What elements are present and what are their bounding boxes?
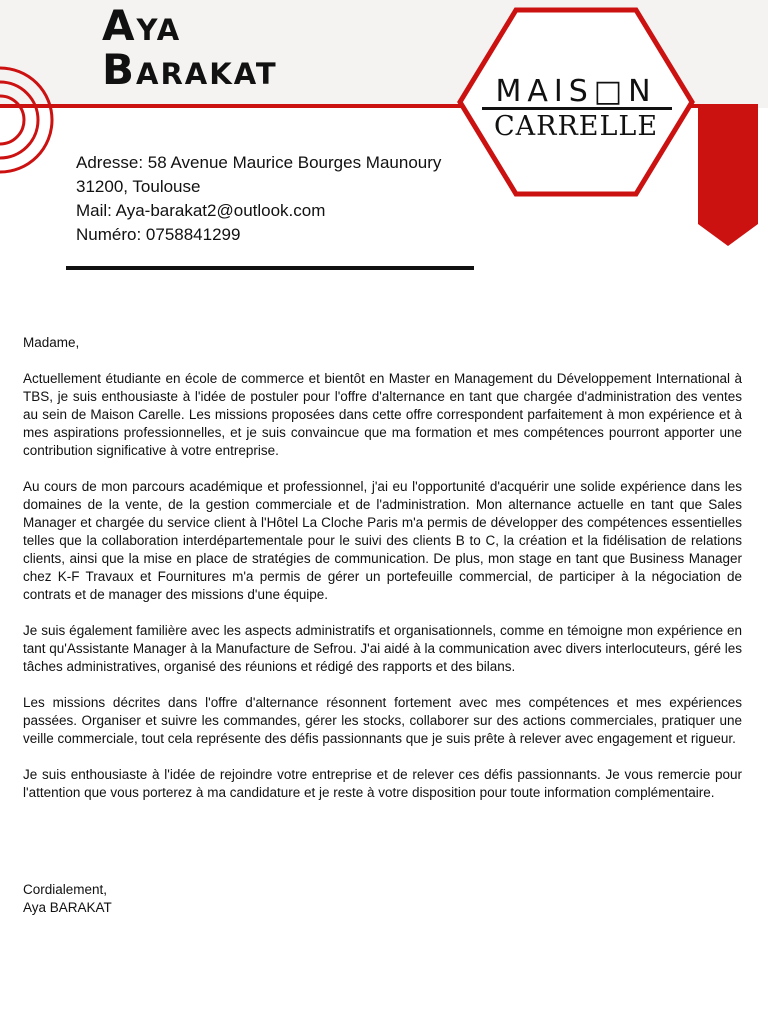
letter-paragraph: Les missions décrites dans l'offre d'alternance résonnent fortement avec mes compétences et mes expériences passées. Organiser et suivre les commandes, gérer les stocks, collaborer sur des actions commerciales, pratiquer une veille commerciale, tout cela représente des défis passionnants que je suis prête à relever avec engagement et rigueur.: [23, 695, 742, 746]
maison-carrelle-logo: [456, 4, 696, 200]
logo-line-1: MAIS□N: [495, 74, 657, 109]
letter-paragraph: Actuellement étudiante en école de commerce et bientôt en Master en Management du Développement International à TBS, je suis enthousiaste à l'idée de postuler pour l'offre d'alternance en tant que chargée d'administration des ventes au sein de Maison Carelle. Les missions proposées dans cette offre correspondent parfaitement à mon expérience et à mes aspirations professionnelles, et je suis convaincue que ma formation et mes compétences pourront apporter une contribution significative à votre entreprise.: [23, 371, 742, 458]
contact-block: [76, 151, 441, 247]
address-line-2: 31200, Toulouse: [76, 177, 201, 196]
logo-line-2: CARRELLE: [493, 111, 659, 142]
first-name: Aya: [102, 1, 182, 50]
last-name: Barakat: [102, 45, 278, 94]
letter-paragraph: Je suis également familière avec les aspects administratifs et organisationnels, comme en témoigne mon expérience en tant qu'Assistante Manager à la Manufacture de Sefrou. J'ai aidé à la communication avec divers interlocuteurs, géré les tâches administratives, organisé des réunions et rédigé des rapports et des bilans.: [23, 623, 742, 674]
closing-phrase: Cordialement,: [23, 882, 108, 897]
decorative-arcs-icon: [0, 60, 60, 180]
signature: Aya BARAKAT: [23, 900, 112, 915]
applicant-name: [102, 1, 278, 94]
letter-body: [23, 334, 742, 820]
address-line-1: Adresse: 58 Avenue Maurice Bourges Maunoury: [76, 153, 442, 172]
salutation: Madame,: [23, 335, 80, 350]
closing-block: [23, 881, 112, 917]
phone-line: Numéro: 0758841299: [76, 225, 241, 244]
red-ribbon-bookmark: [698, 104, 758, 246]
letter-paragraph: Je suis enthousiaste à l'idée de rejoindre votre entreprise et de relever ces défis passionnants. Je vous remercie pour l'attention que vous porterez à ma candidature et je reste à votre disposition pour toute information complémentaire.: [23, 767, 742, 800]
contact-divider: [66, 266, 474, 270]
mail-line: Mail: Aya-barakat2@outlook.com: [76, 201, 326, 220]
letter-paragraph: Au cours de mon parcours académique et professionnel, j'ai eu l'opportunité d'acquérir une solide expérience dans les domaines de la vente, de la gestion commerciale et de l'administration. Mon alternance actuelle en tant que Sales Manager et chargée du service client à l'Hôtel La Cloche Paris m'a permis de développer des compétences essentielles telles que la collaboration interdépartementale pour le suivi des clients B to C, la création et la fidélisation de relations clients, ainsi que la mise en place de stratégies de communication. De plus, mon stage en tant que Business Manager chez K-F Travaux et Fournitures m'a permis de gérer un portefeuille commercial, de participer à la négociation de contrats et de manager des missions d'une équipe.: [23, 479, 742, 602]
